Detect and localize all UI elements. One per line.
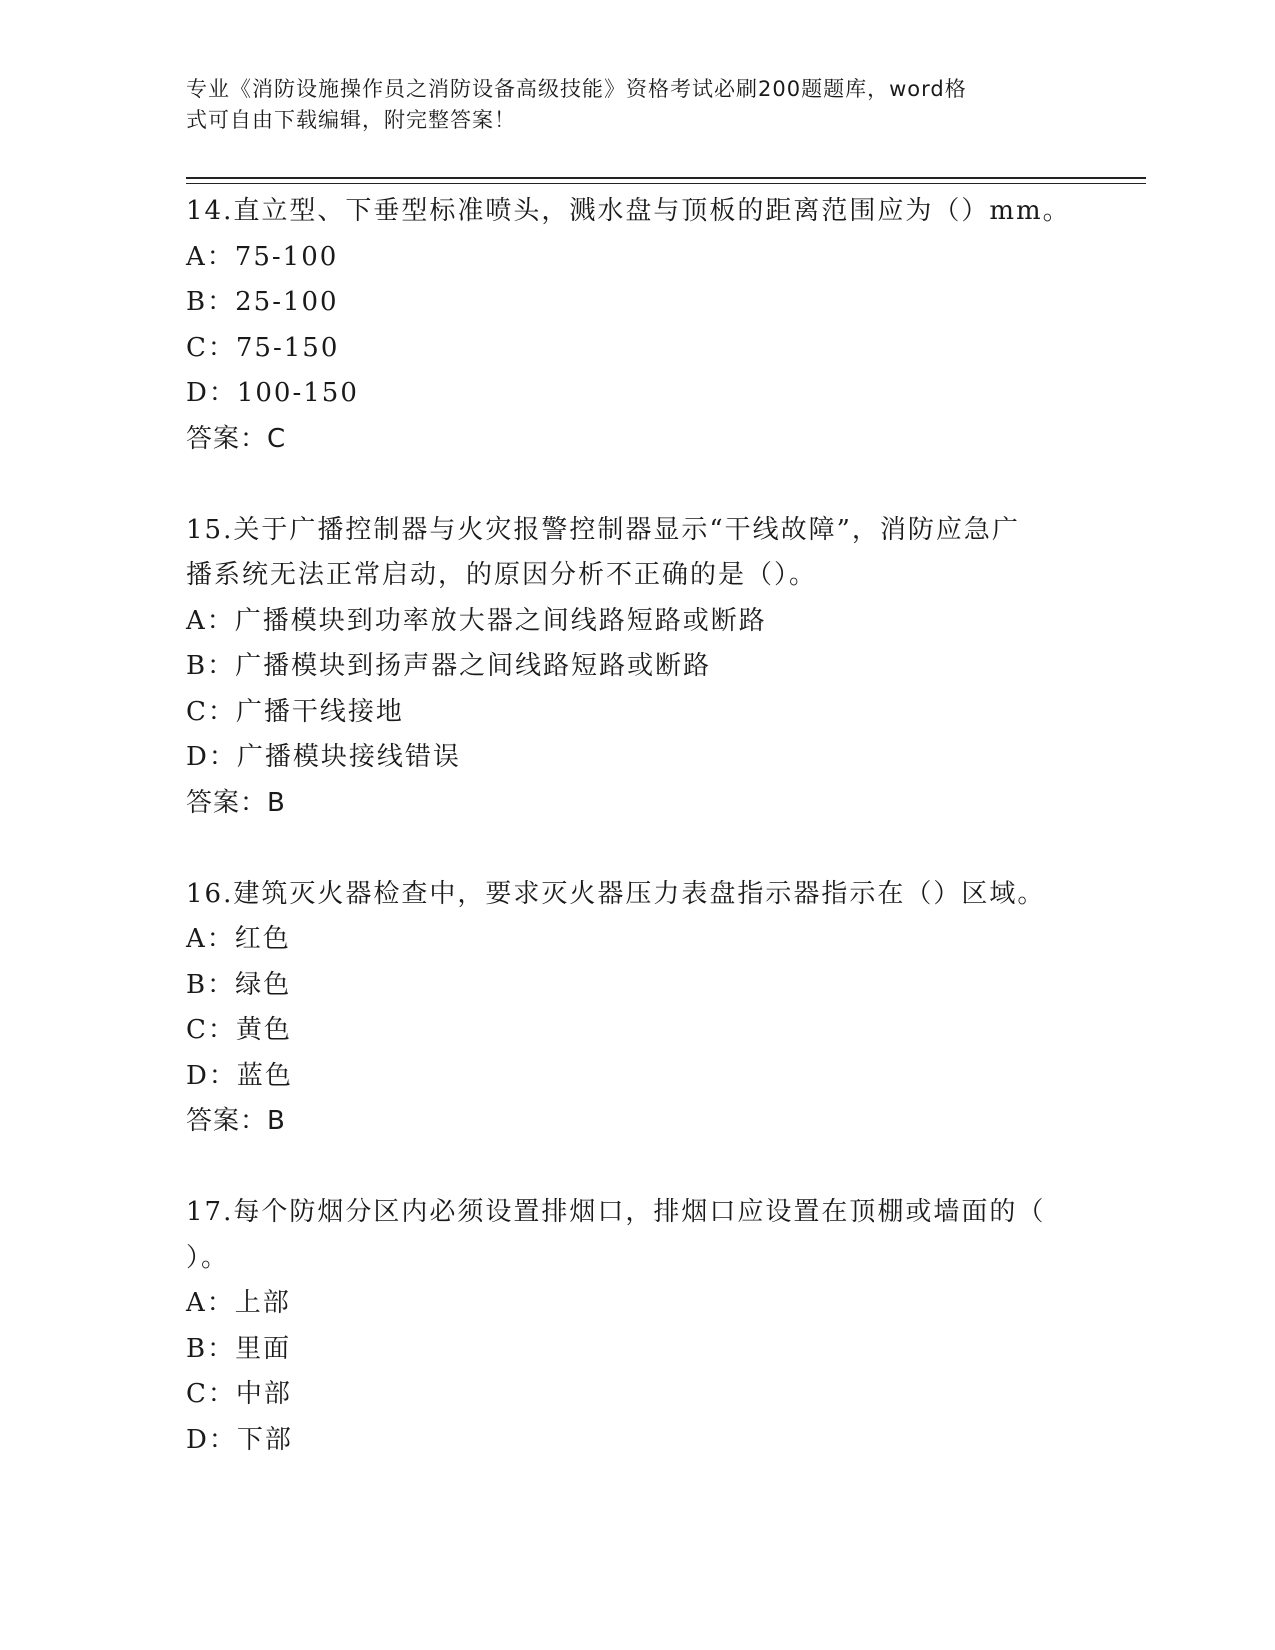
question-17 — [186, 1190, 1086, 1463]
option-c: C：黄色 — [186, 1015, 292, 1045]
answer-line: 答案：C — [186, 423, 287, 454]
option-a: A：75-100 — [186, 241, 339, 272]
question-list — [186, 189, 1086, 1463]
question-stem-continued: 播系统无法正常启动，的原因分析不正确的是（）。 — [186, 560, 818, 590]
option-c: C：75-150 — [186, 332, 340, 363]
option-d: D：100-150 — [186, 378, 359, 408]
question-stem-continued: ）。 — [186, 1242, 230, 1273]
option-d: D：下部 — [186, 1424, 293, 1455]
option-a: A：广播模块到功率放大器之间线路短路或断路 — [186, 605, 767, 636]
question-spacer — [186, 462, 1086, 508]
option-b: B：绿色 — [186, 969, 292, 1000]
question-15 — [186, 508, 1086, 827]
header-line-2: 式可自由下载编辑，附完整答案！ — [186, 108, 516, 132]
option-c: C：广播干线接地 — [186, 696, 404, 727]
question-stem: 15.关于广播控制器与火灾报警控制器显示“干线故障”，消防应急广 — [186, 514, 1020, 545]
question-spacer — [186, 1145, 1086, 1191]
question-stem: 17.每个防烟分区内必须设置排烟口，排烟口应设置在顶棚或墙面的（ — [186, 1197, 1046, 1227]
option-d: D：广播模块接线错误 — [186, 742, 461, 772]
option-b: B：广播模块到扬声器之间线路短路或断路 — [186, 651, 712, 681]
header-divider-thick — [186, 177, 1146, 179]
answer-line: 答案：B — [186, 787, 286, 818]
question-stem: 16.建筑灭火器检查中，要求灭火器压力表盘指示器指示在（）区域。 — [186, 878, 1046, 909]
option-b: B：里面 — [186, 1333, 292, 1364]
option-a: A：红色 — [186, 924, 291, 954]
option-a: A：上部 — [186, 1288, 291, 1318]
header-line-1: 专业《消防设施操作员之消防设备高级技能》资格考试必刷200题题库，word格 — [186, 77, 967, 101]
question-spacer — [186, 826, 1086, 872]
question-16 — [186, 872, 1086, 1145]
question-stem: 14.直立型、下垂型标准喷头，溅水盘与顶板的距离范围应为（）mm。 — [186, 196, 1071, 226]
option-b: B：25-100 — [186, 287, 339, 317]
question-14 — [186, 189, 1086, 462]
header-divider-thin — [186, 183, 1146, 184]
answer-line: 答案：B — [186, 1106, 286, 1136]
option-c: C：中部 — [186, 1379, 292, 1409]
document-header — [186, 74, 1086, 136]
option-d: D：蓝色 — [186, 1060, 293, 1091]
